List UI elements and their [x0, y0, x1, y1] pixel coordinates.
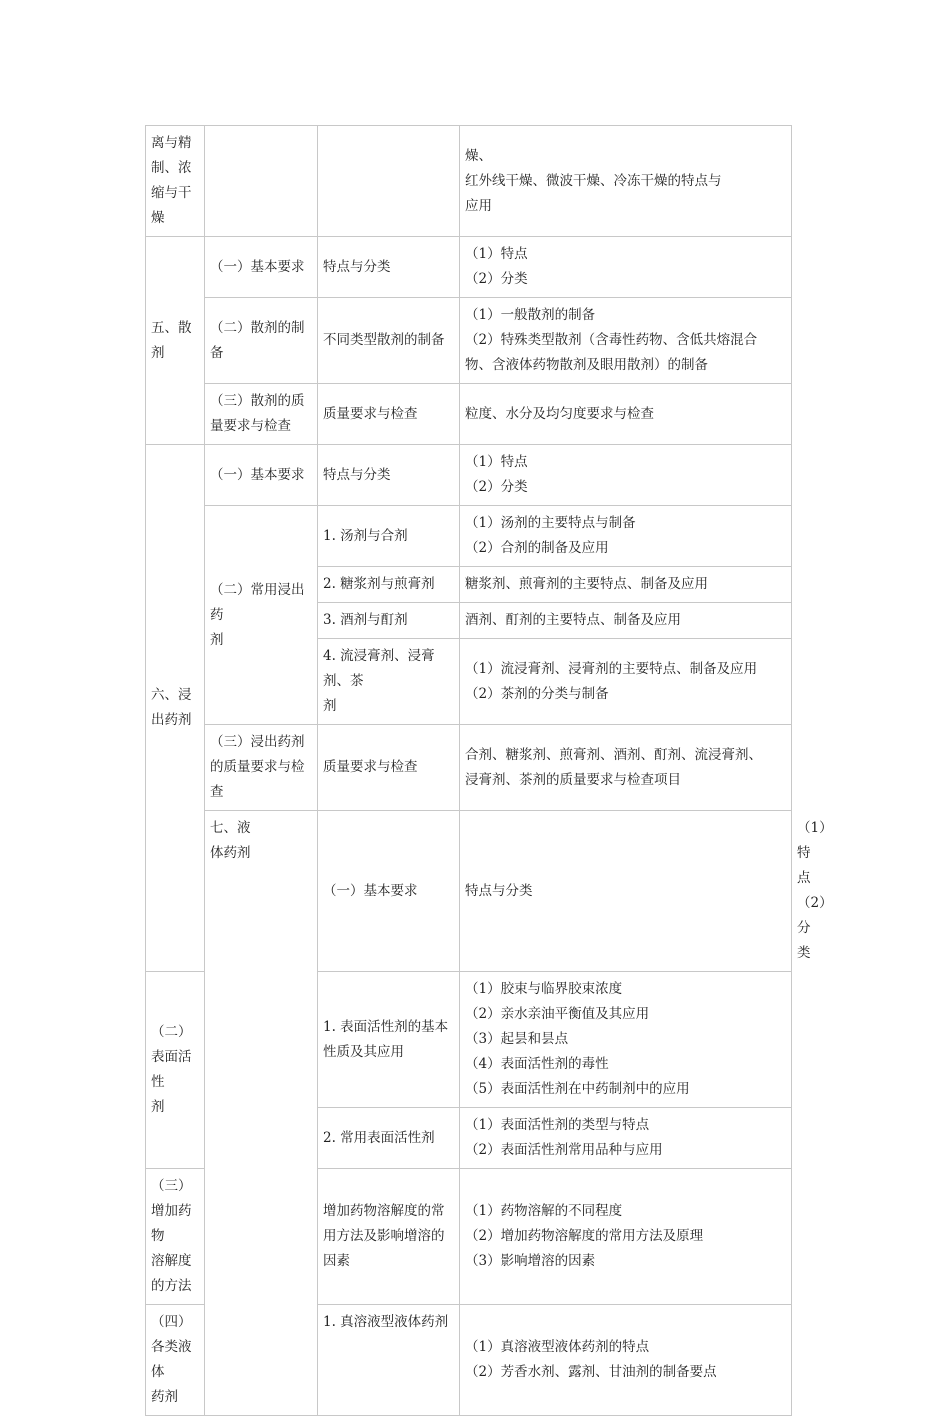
table-row [146, 126, 792, 237]
cell-line: （2）表面活性剂常用品种与应用 [465, 1142, 663, 1158]
cell-line: （三）增加药物 [151, 1178, 192, 1244]
cell-line: 离与精 [151, 135, 192, 151]
cell-line: 剂 [151, 1099, 165, 1115]
topic-cell [318, 237, 460, 298]
section-cell [318, 811, 460, 972]
cell-line: （1）流浸膏剂、浸膏剂的主要特点、制备及应用 [465, 660, 758, 677]
cell-line: 糖浆剂、煎膏剂的主要特点、制备及应用 [465, 576, 708, 592]
cell-line: （4）表面活性剂的毒性 [465, 1056, 609, 1072]
cell-line: （5）表面活性剂在中药制剂中的应用 [465, 1081, 690, 1097]
section-cell [146, 1305, 205, 1416]
cell-line: 燥、 [465, 147, 492, 164]
section-cell [205, 725, 318, 811]
topic-cell [318, 1305, 460, 1416]
chapter-cell [205, 811, 318, 1416]
section-cell [205, 445, 318, 506]
cell-line: （一）基本要求 [323, 882, 418, 899]
cell-line: 浸膏剂、茶剂的质量要求与检查项目 [465, 771, 681, 788]
cell-line: （1）表面活性剂的类型与特点 [465, 1117, 650, 1133]
topic-cell [318, 1169, 460, 1305]
table-row: 七、液 体药剂 （一）基本要求 特点与分类 （1）特点 （2）分类 [146, 811, 792, 972]
cell-line: 量要求与检查 [210, 418, 291, 434]
cell-line: 燥 [151, 210, 165, 226]
topic-cell [318, 298, 460, 384]
points-cell [460, 1169, 792, 1305]
section-cell [205, 298, 318, 384]
topic-cell [318, 126, 460, 237]
cell-line: 不同类型散剂的制备 [323, 332, 445, 348]
cell-line: 制、浓 [151, 160, 192, 176]
cell-line: （3）影响增溶的因素 [465, 1253, 596, 1269]
cell-line: （四）各类液体 [151, 1314, 192, 1380]
cell-line: （1）特点 [465, 454, 528, 470]
cell-line: 物、含液体药物散剂及眼用散剂）的制备 [465, 357, 708, 373]
cell-line: （二）散剂的制 [210, 319, 305, 336]
table-row [146, 445, 792, 506]
cell-line: 剂 [323, 698, 337, 714]
cell-line: （一）基本要求 [210, 466, 305, 483]
section-cell [146, 1169, 205, 1305]
cell-line: （1）药物溶解的不同程度 [465, 1203, 623, 1219]
section-cell [205, 126, 318, 237]
table-row [146, 506, 792, 567]
table-row [146, 237, 792, 298]
cell-line: （1）一般散剂的制备 [465, 307, 596, 323]
topic-cell [318, 567, 460, 603]
cell-line: （1）特点 [465, 246, 528, 262]
cell-line: （2）合剂的制备及应用 [465, 540, 609, 556]
section-cell [146, 972, 205, 1169]
points-cell [460, 384, 792, 445]
cell-line: 药剂 [151, 1389, 178, 1405]
cell-line: 六、浸 [151, 687, 192, 703]
topic-cell [318, 1108, 460, 1169]
points-cell [460, 639, 792, 725]
cell-line: 因素 [323, 1253, 350, 1269]
cell-line: （二）常用浸出 [210, 581, 305, 598]
points-cell [460, 1305, 792, 1416]
topic-cell [318, 972, 460, 1108]
cell-line: 1. 真溶液型液体药剂 [323, 1314, 449, 1330]
topic-cell [318, 506, 460, 567]
cell-line: （1）胶束与临界胶束浓度 [465, 981, 623, 997]
cell-line: 备 [210, 344, 224, 361]
outline-table [145, 125, 833, 1416]
cell-line: 4. 流浸膏剂、浸膏 [323, 648, 435, 664]
cell-line: 溶解度的方法 [151, 1253, 192, 1294]
cell-line: 查 [210, 784, 224, 800]
cell-line: （三）散剂的质 [210, 393, 305, 409]
cell-line: 增加药物溶解度的常 [323, 1203, 445, 1219]
topic-cell [318, 639, 460, 725]
points-cell [460, 237, 792, 298]
cell-line: 质量要求与检查 [323, 759, 418, 775]
chapter-cell [146, 445, 205, 972]
cell-line: （1）汤剂的主要特点与制备 [465, 515, 636, 531]
topic-cell [318, 603, 460, 639]
cell-line: 特点与分类 [323, 258, 391, 275]
table-row [146, 384, 792, 445]
cell-line: 特点与分类 [323, 466, 391, 483]
cell-line: （2）分类 [465, 271, 528, 287]
points-cell [460, 298, 792, 384]
cell-line: 用方法及影响增溶的 [323, 1228, 445, 1244]
cell-line: 的质量要求与检 [210, 759, 305, 775]
points-cell [460, 506, 792, 567]
cell-line: 剂 [151, 344, 165, 361]
topic-cell [318, 445, 460, 506]
cell-line: 1. 表面活性剂的基本 [323, 1018, 449, 1035]
cell-line: （3）起昙和昙点 [465, 1031, 569, 1047]
cell-line: （一）基本要求 [210, 258, 305, 275]
cell-line: 特点与分类 [465, 882, 533, 899]
cell-line: （二）表面活性 [151, 1024, 192, 1090]
points-cell [460, 725, 792, 811]
cell-line: （三）浸出药剂 [210, 734, 305, 750]
cell-line: 缩与干 [151, 185, 192, 201]
topic-cell [460, 811, 792, 972]
cell-line: 剂 [210, 631, 224, 648]
cell-line: 3. 酒剂与酊剂 [323, 612, 408, 628]
cell-line: （2）茶剂的分类与制备 [465, 685, 609, 702]
cell-line: 质量要求与检查 [323, 405, 418, 422]
cell-line: 酒剂、酊剂的主要特点、制备及应用 [465, 612, 681, 628]
cell-line: （2）分类 [465, 479, 528, 495]
points-cell [460, 1108, 792, 1169]
cell-line: 红外线干燥、微波干燥、冷冻干燥的特点与 [465, 172, 722, 189]
cell-line: （2）亲水亲油平衡值及其应用 [465, 1006, 650, 1022]
cell-line: 性质及其应用 [323, 1043, 404, 1060]
table-row [146, 725, 792, 811]
cell-line: 药 [210, 606, 224, 623]
table-row [146, 298, 792, 384]
cell-line: （2）芳香水剂、露剂、甘油剂的制备要点 [465, 1364, 717, 1380]
topic-cell [318, 725, 460, 811]
points-cell [460, 603, 792, 639]
cell-line: （1）真溶液型液体药剂的特点 [465, 1339, 650, 1355]
points-cell [460, 445, 792, 506]
points-cell [460, 567, 792, 603]
cell-line: 粒度、水分及均匀度要求与检查 [465, 405, 654, 422]
cell-line: 出药剂 [151, 712, 192, 728]
cell-line: 2. 常用表面活性剂 [323, 1129, 435, 1146]
cell-line: （2）特殊类型散剂（含毒性药物、含低共熔混合 [465, 332, 758, 348]
cell-line: （2）增加药物溶解度的常用方法及原理 [465, 1228, 704, 1244]
chapter-cell [146, 126, 205, 237]
section-cell [205, 237, 318, 298]
topic-cell [318, 384, 460, 445]
cell-line: 体药剂 [210, 845, 251, 861]
section-cell [205, 506, 318, 725]
cell-line: 合剂、糖浆剂、煎膏剂、酒剂、酊剂、流浸膏剂、 [465, 746, 762, 763]
cell-line: 1. 汤剂与合剂 [323, 527, 408, 544]
cell-line: 剂、茶 [323, 673, 364, 689]
cell-line: 应用 [465, 197, 492, 214]
points-cell [460, 972, 792, 1108]
cell-line: 2. 糖浆剂与煎膏剂 [323, 576, 435, 592]
cell-line: 五、散 [151, 319, 192, 336]
chapter-cell [146, 237, 205, 445]
points-cell [460, 126, 792, 237]
section-cell [205, 384, 318, 445]
cell-line: 七、液 [210, 820, 251, 836]
